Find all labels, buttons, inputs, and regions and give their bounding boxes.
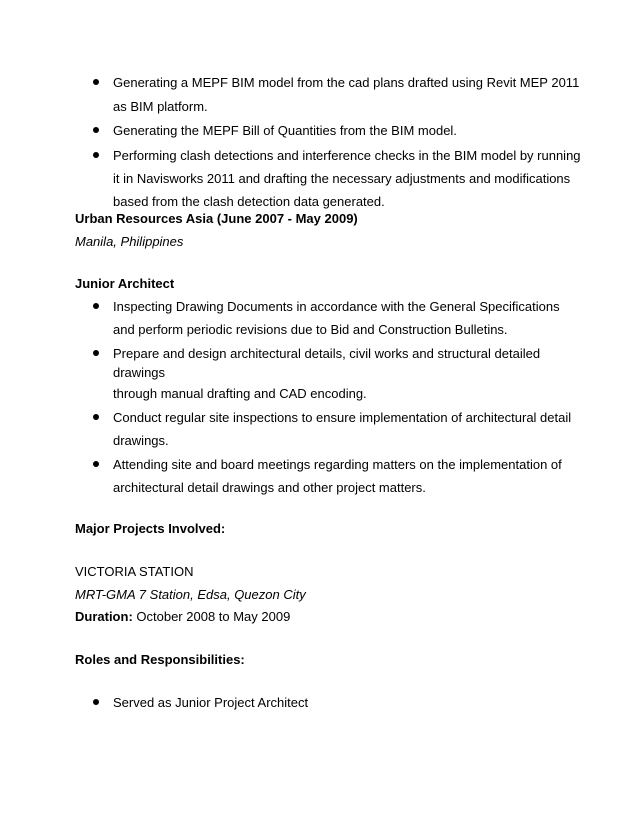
roles-heading: Roles and Responsibilities: bbox=[75, 652, 245, 667]
top-bullet-3-line-1: Performing clash detections and interference checks in the BIM model by running bbox=[113, 148, 581, 163]
job-bullet-4-line-1: Attending site and board meetings regarding matters on the implementation of bbox=[113, 457, 562, 472]
job-title: Junior Architect bbox=[75, 276, 175, 291]
top-bullet-3-line-3: based from the clash detection data generated. bbox=[113, 194, 385, 209]
role-bullet-1-line-1: Served as Junior Project Architect bbox=[113, 695, 309, 710]
bullet-dot bbox=[93, 461, 99, 467]
top-bullet-1-line-2: as BIM platform. bbox=[113, 99, 208, 114]
project-location: MRT-GMA 7 Station, Edsa, Quezon City bbox=[75, 587, 306, 602]
bullet-dot bbox=[93, 699, 99, 705]
job-bullet-4-line-2: architectural detail drawings and other project matters. bbox=[113, 480, 426, 495]
job-bullet-3-line-2: drawings. bbox=[113, 433, 169, 448]
employer-location: Manila, Philippines bbox=[75, 234, 184, 249]
top-bullet-1-line-1: Generating a MEPF BIM model from the cad plans drafted using Revit MEP 2011 bbox=[113, 75, 580, 90]
top-bullet-3-line-2: it in Navisworks 2011 and drafting the necessary adjustments and modifications bbox=[113, 171, 571, 186]
duration-value: October 2008 to May 2009 bbox=[132, 609, 291, 624]
bullet-dot bbox=[93, 303, 99, 309]
bullet-dot bbox=[93, 79, 99, 85]
job-bullet-3-line-1: Conduct regular site inspections to ensure implementation of architectural detail bbox=[113, 410, 572, 425]
bullet-dot bbox=[93, 127, 99, 133]
job-bullet-2-line-1: Prepare and design architectural details, civil works and structural detailed bbox=[113, 346, 541, 361]
job-bullet-1-line-2: and perform periodic revisions due to Bid and Construction Bulletins. bbox=[113, 322, 508, 337]
job-bullet-1-line-1: Inspecting Drawing Documents in accordance with the General Specifications bbox=[113, 299, 560, 314]
job-bullet-2-line-2: drawings bbox=[113, 365, 166, 380]
project-duration bbox=[75, 609, 290, 625]
bullet-dot bbox=[93, 350, 99, 356]
top-bullet-2-line-1: Generating the MEPF Bill of Quantities from the BIM model. bbox=[113, 123, 457, 138]
bullet-dot bbox=[93, 152, 99, 158]
job-bullet-2-line-3: through manual drafting and CAD encoding. bbox=[113, 386, 367, 401]
bullet-dot bbox=[93, 414, 99, 420]
duration-label: Duration: bbox=[75, 609, 133, 624]
projects-heading: Major Projects Involved: bbox=[75, 521, 226, 536]
project-name: VICTORIA STATION bbox=[75, 564, 194, 579]
employer-heading: Urban Resources Asia (June 2007 - May 2009) bbox=[75, 211, 358, 226]
